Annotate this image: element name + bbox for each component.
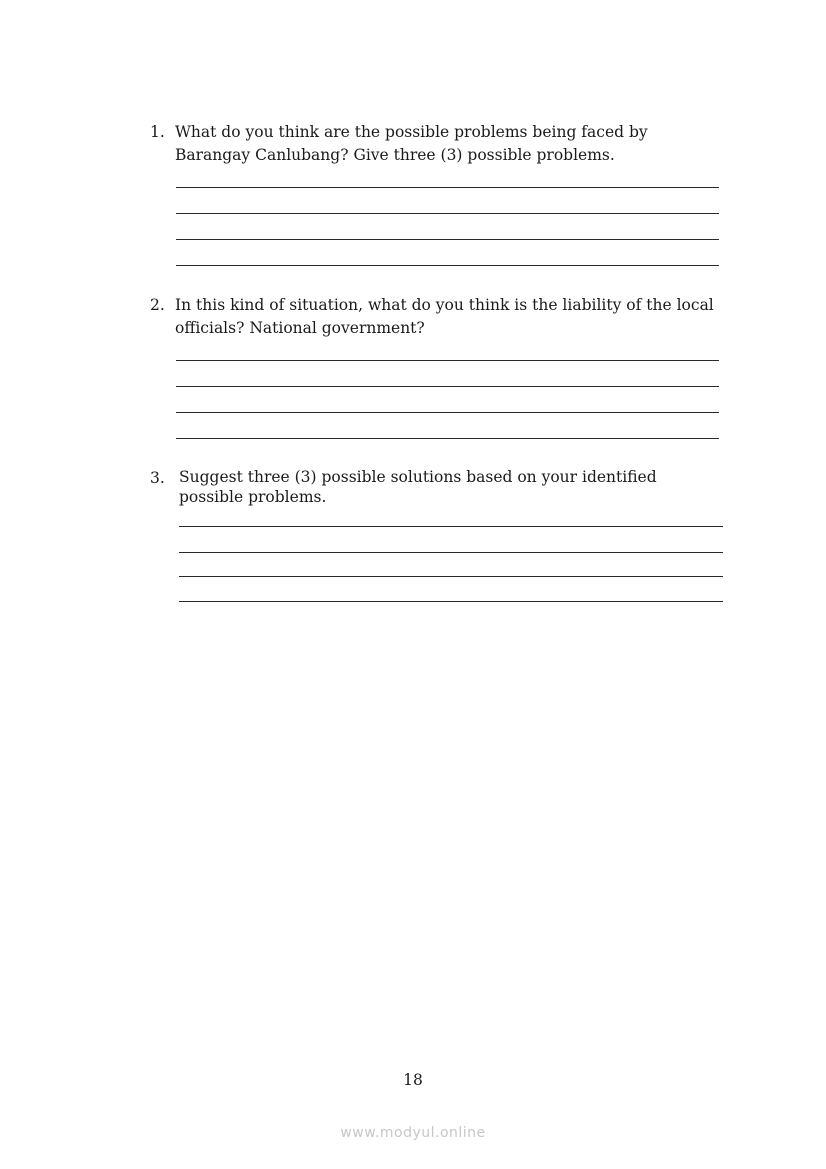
question-text-line-2: Barangay Canlubang? Give three (3) possible problems. [175,146,615,164]
question-text-line-2: officials? National government? [175,319,425,337]
answer-line[interactable] [176,213,719,214]
answer-line[interactable] [176,386,719,387]
answer-line[interactable] [179,552,723,553]
answer-line[interactable] [176,265,719,266]
answer-line[interactable] [176,360,719,361]
question-3 [150,467,730,511]
question-2 [150,294,735,342]
question-text-line-1: What do you think are the possible problems being faced by [175,123,648,141]
question-number: 1. [150,123,165,141]
question-number: 2. [150,296,165,314]
answer-line[interactable] [176,239,719,240]
answer-line[interactable] [176,438,719,439]
question-text-line-1: In this kind of situation, what do you think is the liability of the local [175,296,714,314]
answer-lines-2 [176,360,719,440]
question-text-line-1: Suggest three (3) possible solutions based on your identified [179,468,657,486]
answer-lines-3 [179,526,723,606]
answer-line[interactable] [179,576,723,577]
watermark: www.modyul.online [340,1125,486,1141]
question-number: 3. [150,469,165,487]
answer-line[interactable] [176,187,719,188]
question-text-line-2: possible problems. [179,488,327,506]
answer-lines-1 [176,187,719,267]
answer-line[interactable] [179,601,723,602]
answer-line[interactable] [179,526,723,527]
page-number: 18 [403,1071,423,1089]
question-1 [150,121,730,169]
answer-line[interactable] [176,412,719,413]
